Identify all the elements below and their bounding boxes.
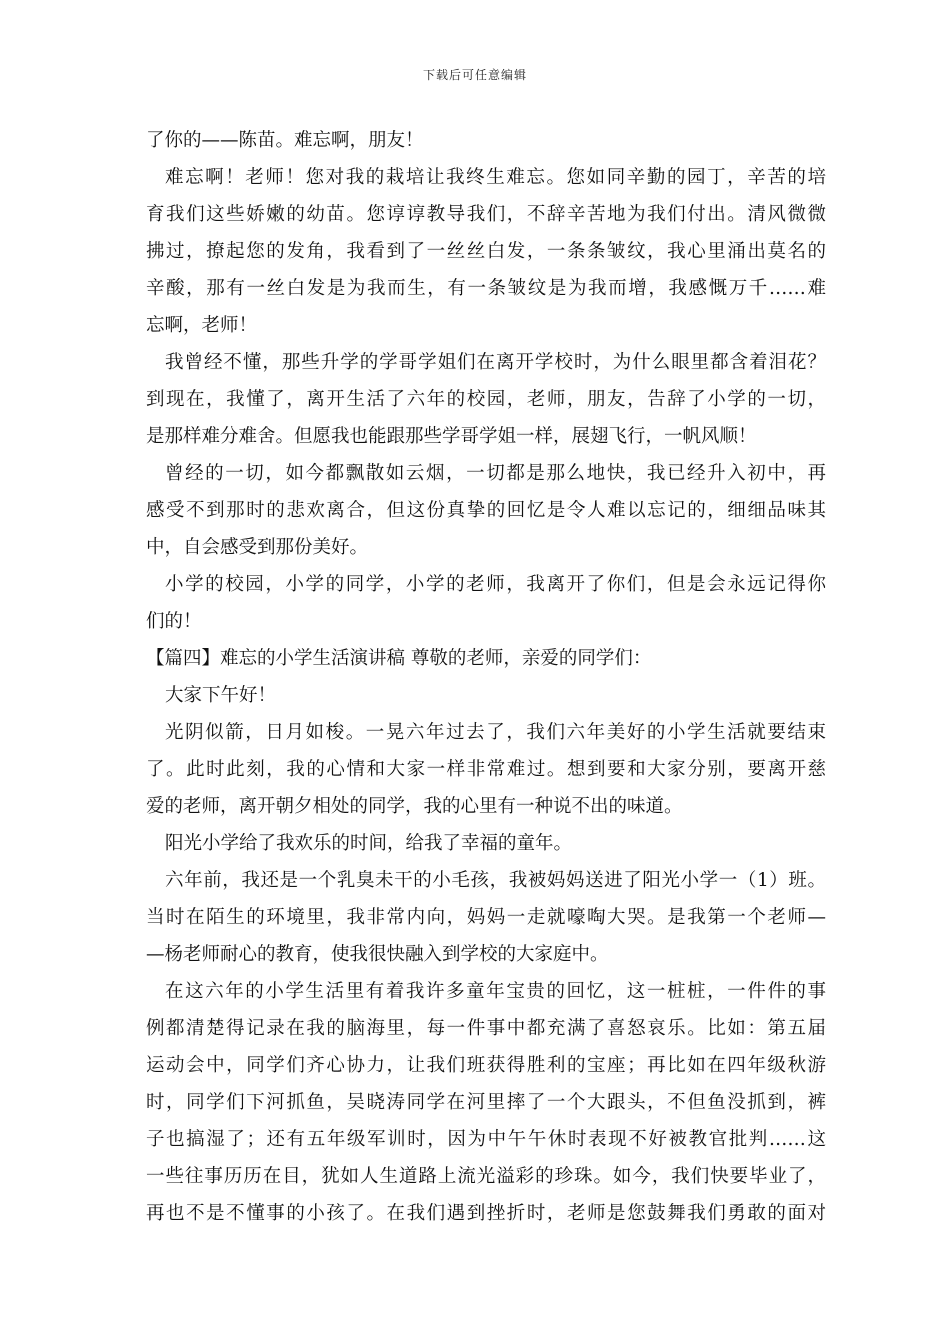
- text-line: 【篇四】难忘的小学生活演讲稿 尊敬的老师，亲爱的同学们：: [146, 648, 652, 669]
- text-line: 大家下午好！: [165, 685, 277, 706]
- text-line: 曾经的一切，如今都飘散如云烟，一切都是那么地快，我已经升入初中，再: [165, 463, 826, 484]
- text-line: 例都清楚得记录在我的脑海里，每一件事中都充满了喜怒哀乐。比如：第五届: [146, 1018, 826, 1039]
- text-line: 在这六年的小学生活里有着我许多童年宝贵的回忆，这一桩桩，一件件的事: [165, 981, 826, 1002]
- text-line: 拂过，撩起您的发角，我看到了一丝丝白发，一条条皱纹，我心里涌出莫名的: [146, 241, 826, 262]
- text-line: 中，自会感受到那份美好。: [146, 537, 369, 558]
- text-line: 忘啊，老师！: [146, 315, 258, 336]
- text-line: 我曾经不懂，那些升学的学哥学姐们在离开学校时，为什么眼里都含着泪花？: [165, 352, 826, 373]
- text-line: 是那样难分难舍。但愿我也能跟那些学哥学姐一样，展翅飞行，一帆风顺！: [146, 426, 757, 447]
- text-line: —杨老师耐心的教育，使我很快融入到学校的大家庭中。: [146, 944, 609, 965]
- text-line: 难忘啊！老师！您对我的栽培让我终生难忘。您如同辛勤的园丁，辛苦的培: [165, 167, 826, 188]
- text-line: 辛酸，那有一丝白发是为我而生，有一条皱纹是为我而增，我感慨万千……难: [146, 278, 826, 299]
- text-line: 子也搞湿了；还有五年级军训时，因为中午午休时表现不好被教官批判……这: [146, 1129, 826, 1150]
- text-line: 感受不到那时的悲欢离合，但这份真挚的回忆是令人难以忘记的，细细品味其: [146, 500, 826, 521]
- text-line: 光阴似箭，日月如梭。一晃六年过去了，我们六年美好的小学生活就要结束: [165, 722, 826, 743]
- text-line: 们的！: [146, 611, 202, 632]
- text-line: 了。此时此刻，我的心情和大家一样非常难过。想到要和大家分别，要离开慈: [146, 759, 826, 780]
- text-line: 阳光小学给了我欢乐的时间，给我了幸福的童年。: [165, 833, 573, 854]
- document-body: [146, 122, 826, 1232]
- text-line: 当时在陌生的环境里，我非常内向，妈妈一走就嚎啕大哭。是我第一个老师—: [146, 907, 826, 928]
- text-line: 了你的——陈苗。难忘啊，朋友！: [146, 130, 424, 151]
- text-line: 育我们这些娇嫩的幼苗。您谆谆教导我们，不辞辛苦地为我们付出。清风微微: [146, 204, 826, 225]
- text-line: 一些往事历历在目，犹如人生道路上流光溢彩的珍珠。如今，我们快要毕业了，: [146, 1166, 826, 1187]
- text-line: 六年前，我还是一个乳臭未干的小毛孩，我被妈妈送进了阳光小学一（1）班。: [165, 870, 826, 891]
- text-line: 再也不是不懂事的小孩了。在我们遇到挫折时，老师是您鼓舞我们勇敢的面对: [146, 1203, 826, 1224]
- text-line: 小学的校园，小学的同学，小学的老师，我离开了你们，但是会永远记得你: [165, 574, 826, 595]
- text-line: 爱的老师，离开朝夕相处的同学，我的心里有一种说不出的味道。: [146, 796, 683, 817]
- text-line: 运动会中，同学们齐心协力，让我们班获得胜利的宝座；再比如在四年级秋游: [146, 1055, 826, 1076]
- page-header: 下载后可任意编辑: [422, 68, 527, 82]
- text-line: 到现在，我懂了，离开生活了六年的校园，老师，朋友，告辞了小学的一切，: [146, 389, 826, 410]
- text-line: 时，同学们下河抓鱼，吴晓涛同学在河里摔了一个大跟头，不但鱼没抓到，裤: [146, 1092, 826, 1113]
